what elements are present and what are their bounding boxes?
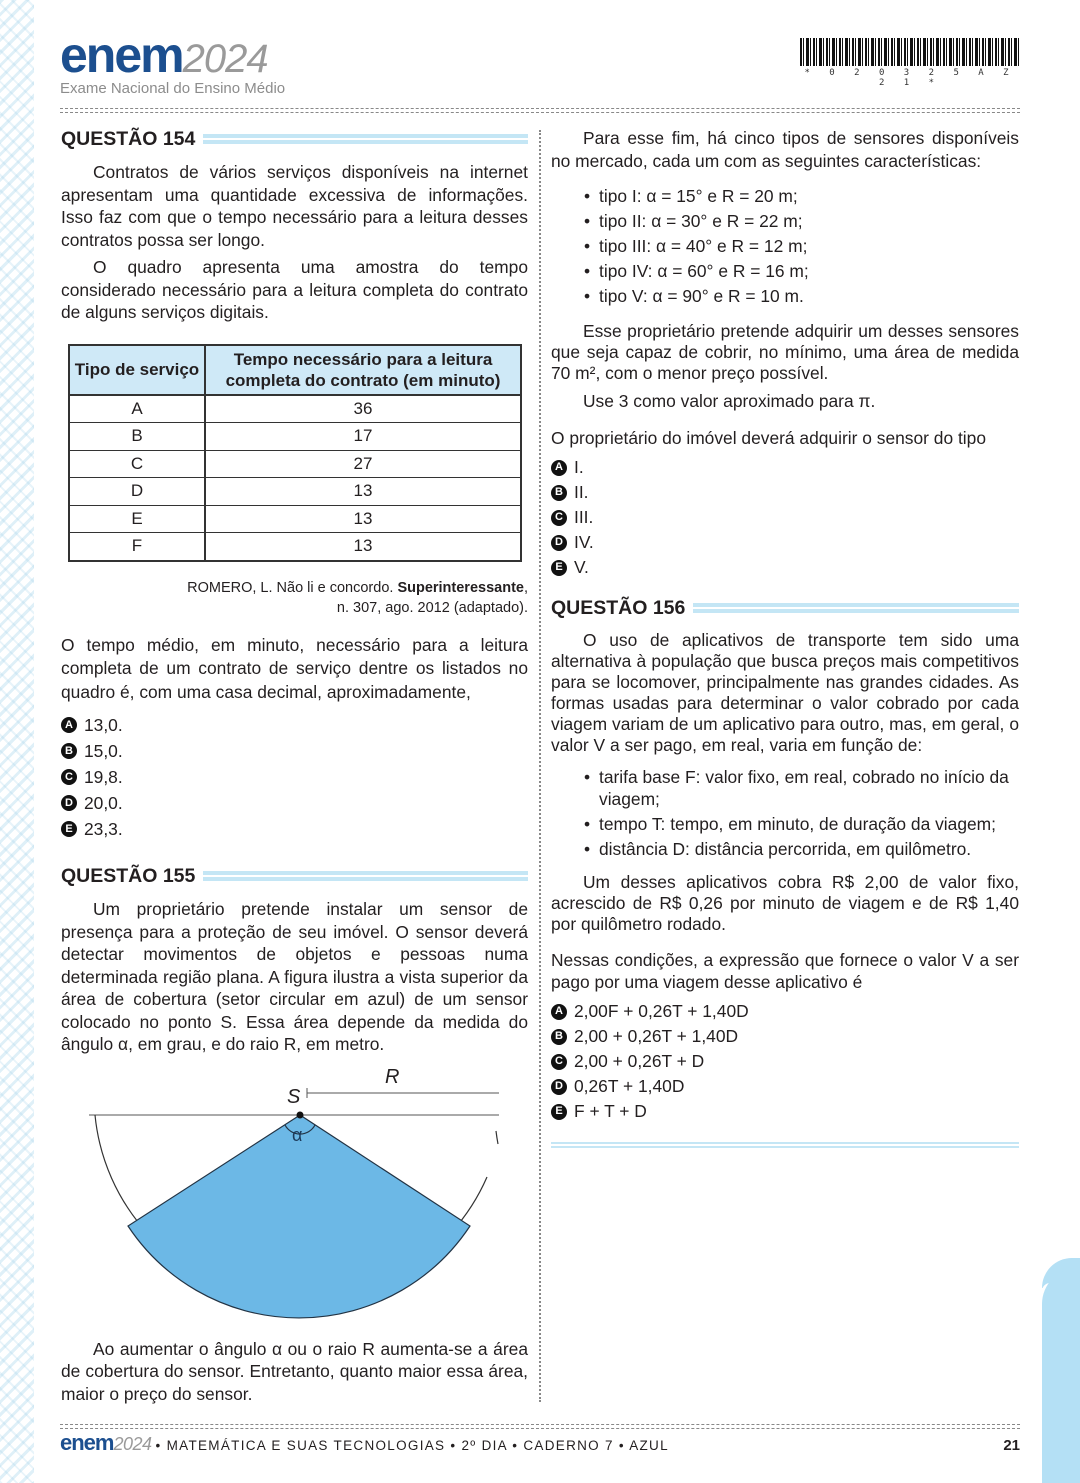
option-b[interactable] — [551, 1024, 1019, 1049]
q155-paragraph-4: Esse proprietário pretende adquirir um desses sensores que seja capaz de cobrir, no mínimo, uma área de medida 70 m², com o menor preço possível. — [551, 321, 1019, 383]
fare-factor-item: • distância D: distância percorrida, em quilômetro. — [599, 837, 1019, 862]
footer-logo-enem: enem — [60, 1430, 114, 1455]
option-text: II. — [574, 482, 589, 503]
option-c[interactable] — [61, 764, 528, 790]
source-issue: n. 307, ago. 2012 (adaptado). — [336, 599, 528, 616]
option-a[interactable] — [61, 712, 528, 738]
option-d[interactable] — [551, 1074, 1019, 1099]
right-column — [551, 125, 1019, 1124]
cell-time: 27 — [205, 450, 521, 478]
option-letter-badge: A — [551, 460, 567, 476]
logo-year-text: 2024 — [182, 37, 268, 81]
table-row — [69, 533, 521, 561]
q154-table — [68, 344, 522, 562]
option-text: 2,00 + 0,26T + 1,40D — [574, 1026, 739, 1047]
question-154-title: QUESTÃO 154 — [61, 127, 196, 150]
header-decorative-bar — [203, 134, 528, 144]
cell-time: 13 — [205, 478, 521, 506]
option-letter-badge: E — [551, 560, 567, 576]
q155-paragraph-3: Para esse fim, há cinco tipos de sensores disponíveis no mercado, cada um com as seguintes características: — [551, 128, 1019, 171]
table-header-service: Tipo de serviço — [69, 345, 205, 395]
q155-paragraph-1: Um proprietário pretende instalar um sensor de presença para a proteção de seu imóvel. O sensor deverá detectar movimentos de objetos e pessoas numa determinada região plana. A figura ilustra a vista superior da área de cobertura (setor circular em azul) de um sensor colocado no ponto S. Essa área depende da medida do ângulo α, em grau, e do raio R, em metro. — [61, 899, 528, 1054]
option-letter-badge: E — [551, 1104, 567, 1120]
cell-service: A — [69, 395, 205, 423]
option-text: 13,0. — [84, 714, 123, 735]
bottom-divider — [60, 1424, 1020, 1429]
option-d[interactable] — [61, 790, 528, 816]
option-letter-badge: E — [61, 821, 77, 837]
cell-service: B — [69, 423, 205, 451]
cell-time: 13 — [205, 505, 521, 533]
option-text: III. — [574, 507, 594, 528]
option-text: 19,8. — [84, 766, 123, 787]
decorative-side-tab-body — [1042, 1268, 1080, 1483]
q154-prompt: O tempo médio, em minuto, necessário para a leitura completa de um contrato de serviço dentre os listados no quadro é, com uma casa decimal, aproximadamente, — [61, 634, 528, 702]
option-a[interactable] — [551, 455, 1019, 480]
question-155-title: QUESTÃO 155 — [61, 864, 196, 887]
source-punct: , — [523, 579, 528, 596]
option-text: 20,0. — [84, 792, 123, 813]
barcode — [800, 38, 1020, 88]
sensor-coverage-figure — [79, 1064, 519, 1334]
question-156-header — [551, 594, 1019, 622]
option-e[interactable] — [61, 816, 528, 842]
q156-prompt: Nessas condições, a expressão que fornece o valor V a ser pago por uma viagem desse aplicativo é — [551, 950, 1019, 992]
option-text: IV. — [574, 532, 594, 553]
question-156-title: QUESTÃO 156 — [551, 596, 686, 619]
sensor-type-item: • tipo II: α = 30° e R = 22 m; — [599, 209, 1019, 234]
sensor-type-item: • tipo I: α = 15° e R = 20 m; — [599, 184, 1019, 209]
option-letter-badge: B — [61, 743, 77, 759]
fare-factor-item: • tarifa base F: valor fixo, em real, cobrado no início da viagem; — [599, 766, 1019, 810]
option-letter-badge: A — [551, 1004, 567, 1020]
option-letter-badge: B — [551, 485, 567, 501]
label-alpha: α — [292, 1124, 303, 1145]
section-end-bar — [551, 1142, 1019, 1148]
option-letter-badge: C — [551, 510, 567, 526]
barcode-text: * 0 2 0 3 2 5 A Z 2 1 * — [804, 68, 1016, 88]
cell-time: 36 — [205, 395, 521, 423]
option-e[interactable] — [551, 555, 1019, 580]
header-decorative-bar — [693, 603, 1019, 613]
footer-logo-year: 2024 — [113, 1434, 152, 1454]
q154-source-citation — [61, 578, 528, 618]
option-d[interactable] — [551, 530, 1019, 555]
footer-text: • MATEMÁTICA E SUAS TECNOLOGIAS • 2º DIA • CADERNO 7 • AZUL — [155, 1438, 669, 1453]
table-row — [69, 423, 521, 451]
sensor-type-item: • tipo V: α = 90° e R = 10 m. — [599, 284, 1019, 309]
source-author: ROMERO, L. Não li e concordo. — [187, 579, 398, 596]
option-letter-badge: D — [551, 1079, 567, 1095]
cell-service: C — [69, 450, 205, 478]
option-letter-badge: C — [61, 769, 77, 785]
label-s: S — [287, 1085, 301, 1108]
option-text: 15,0. — [84, 740, 123, 761]
sensor-type-item: • tipo III: α = 40° e R = 12 m; — [599, 234, 1019, 259]
question-154-header — [61, 125, 528, 153]
q155-paragraph-2: Ao aumentar o ângulo α ou o raio R aumenta-se a área de cobertura do sensor. Entretanto, quanto maior essa área, maior o preço do sensor. — [61, 1338, 528, 1404]
option-text: 0,26T + 1,40D — [574, 1076, 685, 1097]
logo-enem-text: enem — [60, 27, 183, 83]
cell-time: 13 — [205, 533, 521, 561]
table-row — [69, 505, 521, 533]
decorative-side-pattern — [0, 0, 34, 1483]
option-text: I. — [574, 457, 584, 478]
option-text: 23,3. — [84, 818, 123, 839]
table-header-time: Tempo necessário para a leitura completa do contrato (em minuto) — [205, 345, 521, 395]
q156-paragraph-2: Um desses aplicativos cobra R$ 2,00 de valor fixo, acrescido de R$ 0,26 por minuto de viagem e de R$ 1,40 por quilômetro rodado. — [551, 872, 1019, 934]
cell-time: 17 — [205, 423, 521, 451]
q154-paragraph-2: O quadro apresenta uma amostra do tempo considerado necessário para a leitura completa do contrato de alguns serviços digitais. — [61, 257, 528, 322]
table-row — [69, 395, 521, 423]
option-e[interactable] — [551, 1099, 1019, 1124]
sensor-types-list — [551, 184, 1019, 309]
top-divider — [60, 108, 1020, 113]
cell-service: E — [69, 505, 205, 533]
header-decorative-bar — [203, 871, 528, 881]
table-row — [69, 478, 521, 506]
option-b[interactable] — [61, 738, 528, 764]
cell-service: F — [69, 533, 205, 561]
source-publication: Superinteressante — [397, 579, 524, 596]
left-column — [61, 125, 528, 1405]
sensor-type-item: • tipo IV: α = 60° e R = 16 m; — [599, 259, 1019, 284]
page-number: 21 — [1003, 1437, 1020, 1454]
cell-service: D — [69, 478, 205, 506]
option-letter-badge: B — [551, 1029, 567, 1045]
option-text: F + T + D — [574, 1101, 647, 1122]
option-letter-badge: C — [551, 1054, 567, 1070]
question-155-header — [61, 862, 528, 890]
option-c[interactable] — [551, 1049, 1019, 1074]
option-text: 2,00F + 0,26T + 1,40D — [574, 1001, 749, 1022]
enem-logo — [60, 26, 285, 97]
column-divider — [539, 130, 541, 1402]
option-letter-badge: D — [551, 535, 567, 551]
q155-paragraph-5: Use 3 como valor aproximado para π. — [583, 391, 876, 411]
q156-options — [551, 999, 1019, 1124]
q154-paragraph-1: Contratos de vários serviços disponíveis na internet apresentam uma quantidade excessiva de informações. Isso faz com que o tempo necessário para a leitura desses contratos possa ser longo. — [61, 162, 528, 250]
q155-prompt: O proprietário do imóvel deverá adquirir o sensor do tipo — [551, 427, 986, 448]
label-r: R — [385, 1065, 400, 1088]
option-text: V. — [574, 557, 589, 578]
option-a[interactable] — [551, 999, 1019, 1024]
option-b[interactable] — [551, 480, 1019, 505]
q156-paragraph-1: O uso de aplicativos de transporte tem sido uma alternativa à população que busca preços mais competitivos para se locomover, principalmente nas grandes cidades. As formas usadas para determinar o valor cobrado por cada viagem variam de um aplicativo para outro, mas, em geral, o valor V a ser pago, em real, varia em função de: — [551, 630, 1019, 755]
q155-options — [551, 455, 1019, 580]
option-c[interactable] — [551, 505, 1019, 530]
table-row — [69, 450, 521, 478]
fare-factor-item: • tempo T: tempo, em minuto, de duração da viagem; — [599, 812, 1019, 837]
option-text: 2,00 + 0,26T + D — [574, 1051, 705, 1072]
barcode-bars — [800, 38, 1020, 66]
q154-options — [61, 712, 528, 842]
page-footer — [60, 1430, 1020, 1456]
logo-subtitle: Exame Nacional do Ensino Médio — [60, 80, 286, 97]
option-letter-badge: A — [61, 717, 77, 733]
option-letter-badge: D — [61, 795, 77, 811]
fare-factors-list — [551, 766, 1019, 862]
